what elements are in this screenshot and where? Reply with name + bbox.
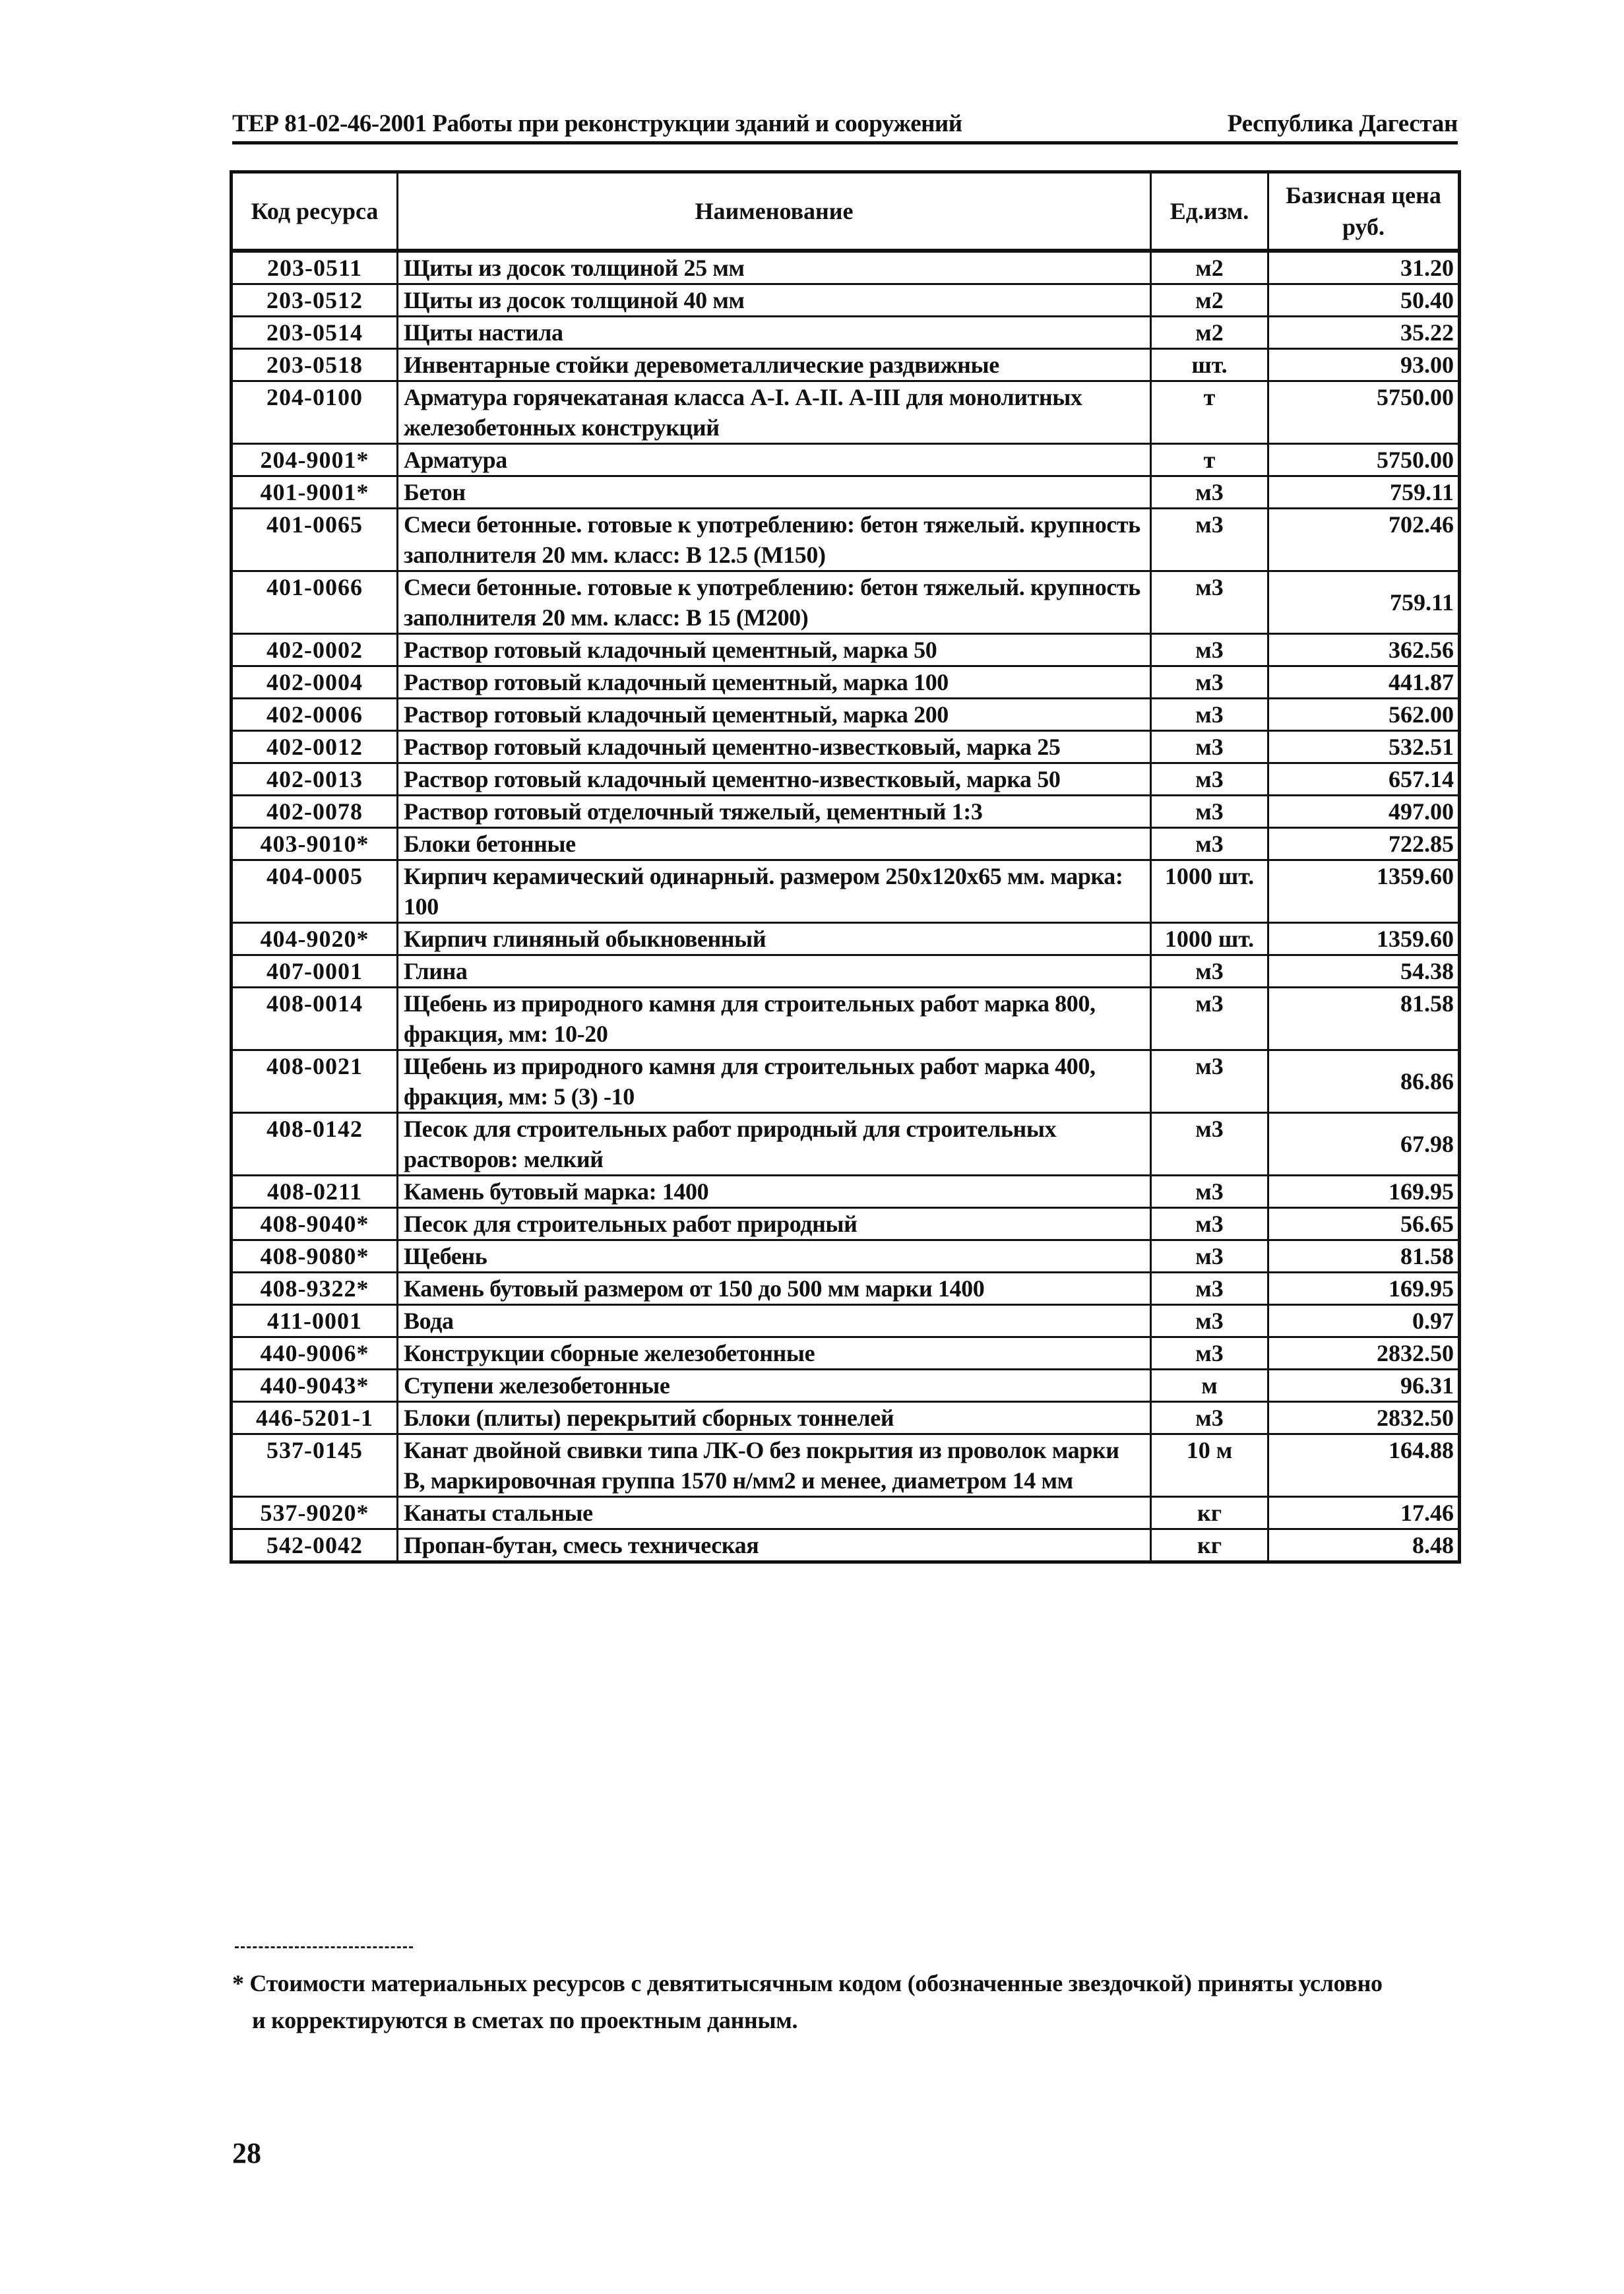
resource-name-cell: Щебень из природного камня для строительных работ марка 400, фракция, мм: 5 (3) -10 <box>398 1050 1151 1113</box>
resource-code-cell: 408-0211 <box>232 1176 398 1208</box>
table-row <box>232 731 1460 763</box>
resource-name-cell: Смеси бетонные. готовые к употреблению: бетон тяжелый. крупность заполнителя 20 мм. класс: В 12.5 (М150) <box>398 509 1151 571</box>
table-row <box>232 1208 1460 1240</box>
resource-price-table <box>230 170 1461 1564</box>
resource-name-cell: Блоки бетонные <box>398 828 1151 860</box>
resource-code-cell: 408-0142 <box>232 1113 398 1176</box>
resource-code-cell: 542-0042 <box>232 1529 398 1562</box>
resource-code-cell: 408-9080* <box>232 1240 398 1273</box>
resource-code-cell: 408-0021 <box>232 1050 398 1113</box>
unit-cell: т <box>1151 444 1268 476</box>
resource-name-cell: Раствор готовый кладочный цементно-известковый, марка 25 <box>398 731 1151 763</box>
resource-name-cell: Арматура горячекатаная класса А-I. А-II. А-III для монолитных железобетонных конструкций <box>398 381 1151 444</box>
unit-cell: м3 <box>1151 509 1268 571</box>
table-row <box>232 1370 1460 1402</box>
resource-code-cell: 404-0005 <box>232 860 398 923</box>
resource-code-cell: 404-9020* <box>232 923 398 955</box>
price-cell: 1359.60 <box>1268 860 1460 923</box>
unit-cell: м3 <box>1151 1208 1268 1240</box>
table-row <box>232 1273 1460 1305</box>
resource-code-cell: 401-0065 <box>232 509 398 571</box>
page-number: 28 <box>232 2137 261 2169</box>
price-cell: 5750.00 <box>1268 444 1460 476</box>
table-row <box>232 571 1460 634</box>
unit-cell: м2 <box>1151 284 1268 317</box>
unit-cell: 10 м <box>1151 1434 1268 1497</box>
table-row <box>232 666 1460 699</box>
resource-code-cell: 407-0001 <box>232 955 398 988</box>
price-cell: 31.20 <box>1268 251 1460 284</box>
table-row <box>232 923 1460 955</box>
table-row <box>232 1113 1460 1176</box>
price-cell: 56.65 <box>1268 1208 1460 1240</box>
resource-code-cell: 446-5201-1 <box>232 1402 398 1434</box>
table-row <box>232 284 1460 317</box>
resource-code-cell: 403-9010* <box>232 828 398 860</box>
region-label: Республика Дагестан <box>1227 110 1458 137</box>
unit-cell: м3 <box>1151 1240 1268 1273</box>
price-cell: 35.22 <box>1268 317 1460 349</box>
resource-name-cell: Кирпич керамический одинарный. размером 250х120х65 мм. марка: 100 <box>398 860 1151 923</box>
unit-cell: м3 <box>1151 1113 1268 1176</box>
price-cell: 532.51 <box>1268 731 1460 763</box>
table-row <box>232 476 1460 509</box>
unit-cell: м3 <box>1151 476 1268 509</box>
resource-code-cell: 402-0006 <box>232 699 398 731</box>
resource-name-cell: Щиты из досок толщиной 25 мм <box>398 251 1151 284</box>
price-cell: 17.46 <box>1268 1497 1460 1529</box>
table-row <box>232 699 1460 731</box>
table-row <box>232 1337 1460 1370</box>
resource-code-cell: 440-9043* <box>232 1370 398 1402</box>
table-row <box>232 860 1460 923</box>
price-cell: 93.00 <box>1268 349 1460 381</box>
resource-code-cell: 203-0514 <box>232 317 398 349</box>
table-row <box>232 509 1460 571</box>
unit-cell: м3 <box>1151 763 1268 796</box>
price-cell: 8.48 <box>1268 1529 1460 1562</box>
unit-cell: м3 <box>1151 634 1268 666</box>
price-cell: 702.46 <box>1268 509 1460 571</box>
price-cell: 50.40 <box>1268 284 1460 317</box>
table-row <box>232 317 1460 349</box>
unit-cell: м3 <box>1151 1337 1268 1370</box>
resource-code-cell: 204-0100 <box>232 381 398 444</box>
table-row <box>232 1305 1460 1337</box>
resource-code-cell: 204-9001* <box>232 444 398 476</box>
column-header-unit: Ед.изм. <box>1151 172 1268 251</box>
table-row <box>232 1402 1460 1434</box>
unit-cell: м3 <box>1151 955 1268 988</box>
unit-cell: м3 <box>1151 1050 1268 1113</box>
resource-name-cell: Песок для строительных работ природный <box>398 1208 1151 1240</box>
unit-cell: м3 <box>1151 731 1268 763</box>
footnote-divider <box>235 1946 413 1948</box>
column-header-price <box>1268 172 1460 251</box>
column-header-price-line2: руб. <box>1342 214 1385 240</box>
unit-cell: м3 <box>1151 796 1268 828</box>
resource-name-cell: Раствор готовый кладочный цементный, марка 50 <box>398 634 1151 666</box>
price-cell: 169.95 <box>1268 1273 1460 1305</box>
price-cell: 96.31 <box>1268 1370 1460 1402</box>
unit-cell: шт. <box>1151 349 1268 381</box>
resource-name-cell: Раствор готовый кладочный цементный, марка 200 <box>398 699 1151 731</box>
resource-code-cell: 401-0066 <box>232 571 398 634</box>
price-cell: 362.56 <box>1268 634 1460 666</box>
table-row <box>232 251 1460 284</box>
resource-code-cell: 402-0012 <box>232 731 398 763</box>
price-cell: 722.85 <box>1268 828 1460 860</box>
table-row <box>232 444 1460 476</box>
resource-name-cell: Камень бутовый марка: 1400 <box>398 1176 1151 1208</box>
resource-code-cell: 203-0511 <box>232 251 398 284</box>
resource-name-cell: Камень бутовый размером от 150 до 500 мм марки 1400 <box>398 1273 1151 1305</box>
footnote-line-1: * Стоимости материальных ресурсов с девятитысячным кодом (обозначенные звездочкой) приняты условно <box>232 1970 1383 1996</box>
resource-name-cell: Раствор готовый отделочный тяжелый, цементный 1:3 <box>398 796 1151 828</box>
unit-cell: м3 <box>1151 828 1268 860</box>
unit-cell: м3 <box>1151 1273 1268 1305</box>
resource-name-cell: Инвентарные стойки деревометаллические раздвижные <box>398 349 1151 381</box>
column-header-price-line1: Базисная цена <box>1286 182 1441 208</box>
resource-name-cell: Глина <box>398 955 1151 988</box>
unit-cell: м2 <box>1151 317 1268 349</box>
price-cell: 81.58 <box>1268 988 1460 1050</box>
resource-code-cell: 440-9006* <box>232 1337 398 1370</box>
unit-cell: м3 <box>1151 1402 1268 1434</box>
unit-cell: 1000 шт. <box>1151 860 1268 923</box>
resource-code-cell: 411-0001 <box>232 1305 398 1337</box>
table-row <box>232 796 1460 828</box>
unit-cell: 1000 шт. <box>1151 923 1268 955</box>
resource-code-cell: 203-0512 <box>232 284 398 317</box>
table-row <box>232 1176 1460 1208</box>
price-cell: 81.58 <box>1268 1240 1460 1273</box>
table-row <box>232 1529 1460 1562</box>
table-row <box>232 988 1460 1050</box>
resource-code-cell: 402-0004 <box>232 666 398 699</box>
table-row <box>232 1497 1460 1529</box>
price-cell: 67.98 <box>1268 1113 1460 1176</box>
price-cell: 2832.50 <box>1268 1402 1460 1434</box>
price-cell: 441.87 <box>1268 666 1460 699</box>
resource-name-cell: Ступени железобетонные <box>398 1370 1151 1402</box>
price-cell: 54.38 <box>1268 955 1460 988</box>
unit-cell: м3 <box>1151 988 1268 1050</box>
resource-name-cell: Канаты стальные <box>398 1497 1151 1529</box>
resource-name-cell: Блоки (плиты) перекрытий сборных тоннелей <box>398 1402 1151 1434</box>
price-cell: 86.86 <box>1268 1050 1460 1113</box>
table-row <box>232 955 1460 988</box>
table-row <box>232 349 1460 381</box>
unit-cell: м2 <box>1151 251 1268 284</box>
unit-cell: м3 <box>1151 1305 1268 1337</box>
price-cell: 759.11 <box>1268 476 1460 509</box>
resource-name-cell: Раствор готовый кладочный цементный, марка 100 <box>398 666 1151 699</box>
price-cell: 169.95 <box>1268 1176 1460 1208</box>
table-header-row <box>232 172 1460 251</box>
resource-name-cell: Смеси бетонные. готовые к употреблению: бетон тяжелый. крупность заполнителя 20 мм. класс: В 15 (М200) <box>398 571 1151 634</box>
unit-cell: м3 <box>1151 1176 1268 1208</box>
unit-cell: м3 <box>1151 699 1268 731</box>
price-cell: 497.00 <box>1268 796 1460 828</box>
resource-name-cell: Бетон <box>398 476 1151 509</box>
resource-code-cell: 408-9040* <box>232 1208 398 1240</box>
table-row <box>232 828 1460 860</box>
resource-code-cell: 537-0145 <box>232 1434 398 1497</box>
unit-cell: м3 <box>1151 666 1268 699</box>
footnote <box>232 1965 1406 2039</box>
table-body <box>232 251 1460 1562</box>
unit-cell: т <box>1151 381 1268 444</box>
table-row <box>232 763 1460 796</box>
page-header <box>232 110 1458 144</box>
unit-cell: кг <box>1151 1497 1268 1529</box>
resource-name-cell: Вода <box>398 1305 1151 1337</box>
price-cell: 2832.50 <box>1268 1337 1460 1370</box>
resource-name-cell: Арматура <box>398 444 1151 476</box>
resource-code-cell: 408-9322* <box>232 1273 398 1305</box>
table-row <box>232 1050 1460 1113</box>
price-cell: 657.14 <box>1268 763 1460 796</box>
footnote-line-2: и корректируются в сметах по проектным данным. <box>252 2007 798 2033</box>
table-row <box>232 381 1460 444</box>
resource-code-cell: 537-9020* <box>232 1497 398 1529</box>
unit-cell: м3 <box>1151 571 1268 634</box>
table-row <box>232 634 1460 666</box>
price-cell: 759.11 <box>1268 571 1460 634</box>
column-header-name: Наименование <box>398 172 1151 251</box>
price-cell: 562.00 <box>1268 699 1460 731</box>
resource-code-cell: 408-0014 <box>232 988 398 1050</box>
resource-name-cell: Щебень <box>398 1240 1151 1273</box>
resource-code-cell: 402-0078 <box>232 796 398 828</box>
resource-name-cell: Раствор готовый кладочный цементно-известковый, марка 50 <box>398 763 1151 796</box>
table-row <box>232 1240 1460 1273</box>
table-row <box>232 1434 1460 1497</box>
unit-cell: м <box>1151 1370 1268 1402</box>
column-header-code: Код ресурса <box>232 172 398 251</box>
price-cell: 1359.60 <box>1268 923 1460 955</box>
unit-cell: кг <box>1151 1529 1268 1562</box>
resource-name-cell: Конструкции сборные железобетонные <box>398 1337 1151 1370</box>
resource-code-cell: 203-0518 <box>232 349 398 381</box>
price-cell: 164.88 <box>1268 1434 1460 1497</box>
resource-name-cell: Пропан-бутан, смесь техническая <box>398 1529 1151 1562</box>
resource-code-cell: 402-0013 <box>232 763 398 796</box>
resource-code-cell: 401-9001* <box>232 476 398 509</box>
resource-name-cell: Щебень из природного камня для строительных работ марка 800, фракция, мм: 10-20 <box>398 988 1151 1050</box>
resource-name-cell: Песок для строительных работ природный для строительных растворов: мелкий <box>398 1113 1151 1176</box>
resource-code-cell: 402-0002 <box>232 634 398 666</box>
price-cell: 5750.00 <box>1268 381 1460 444</box>
resource-name-cell: Щиты из досок толщиной 40 мм <box>398 284 1151 317</box>
price-cell: 0.97 <box>1268 1305 1460 1337</box>
resource-name-cell: Канат двойной свивки типа ЛК-О без покрытия из проволок марки В, маркировочная группа 1570 н/мм2 и менее, диаметром 14 мм <box>398 1434 1151 1497</box>
resource-name-cell: Кирпич глиняный обыкновенный <box>398 923 1151 955</box>
document-title: ТЕР 81-02-46-2001 Работы при реконструкции зданий и сооружений <box>232 110 962 137</box>
resource-name-cell: Щиты настила <box>398 317 1151 349</box>
